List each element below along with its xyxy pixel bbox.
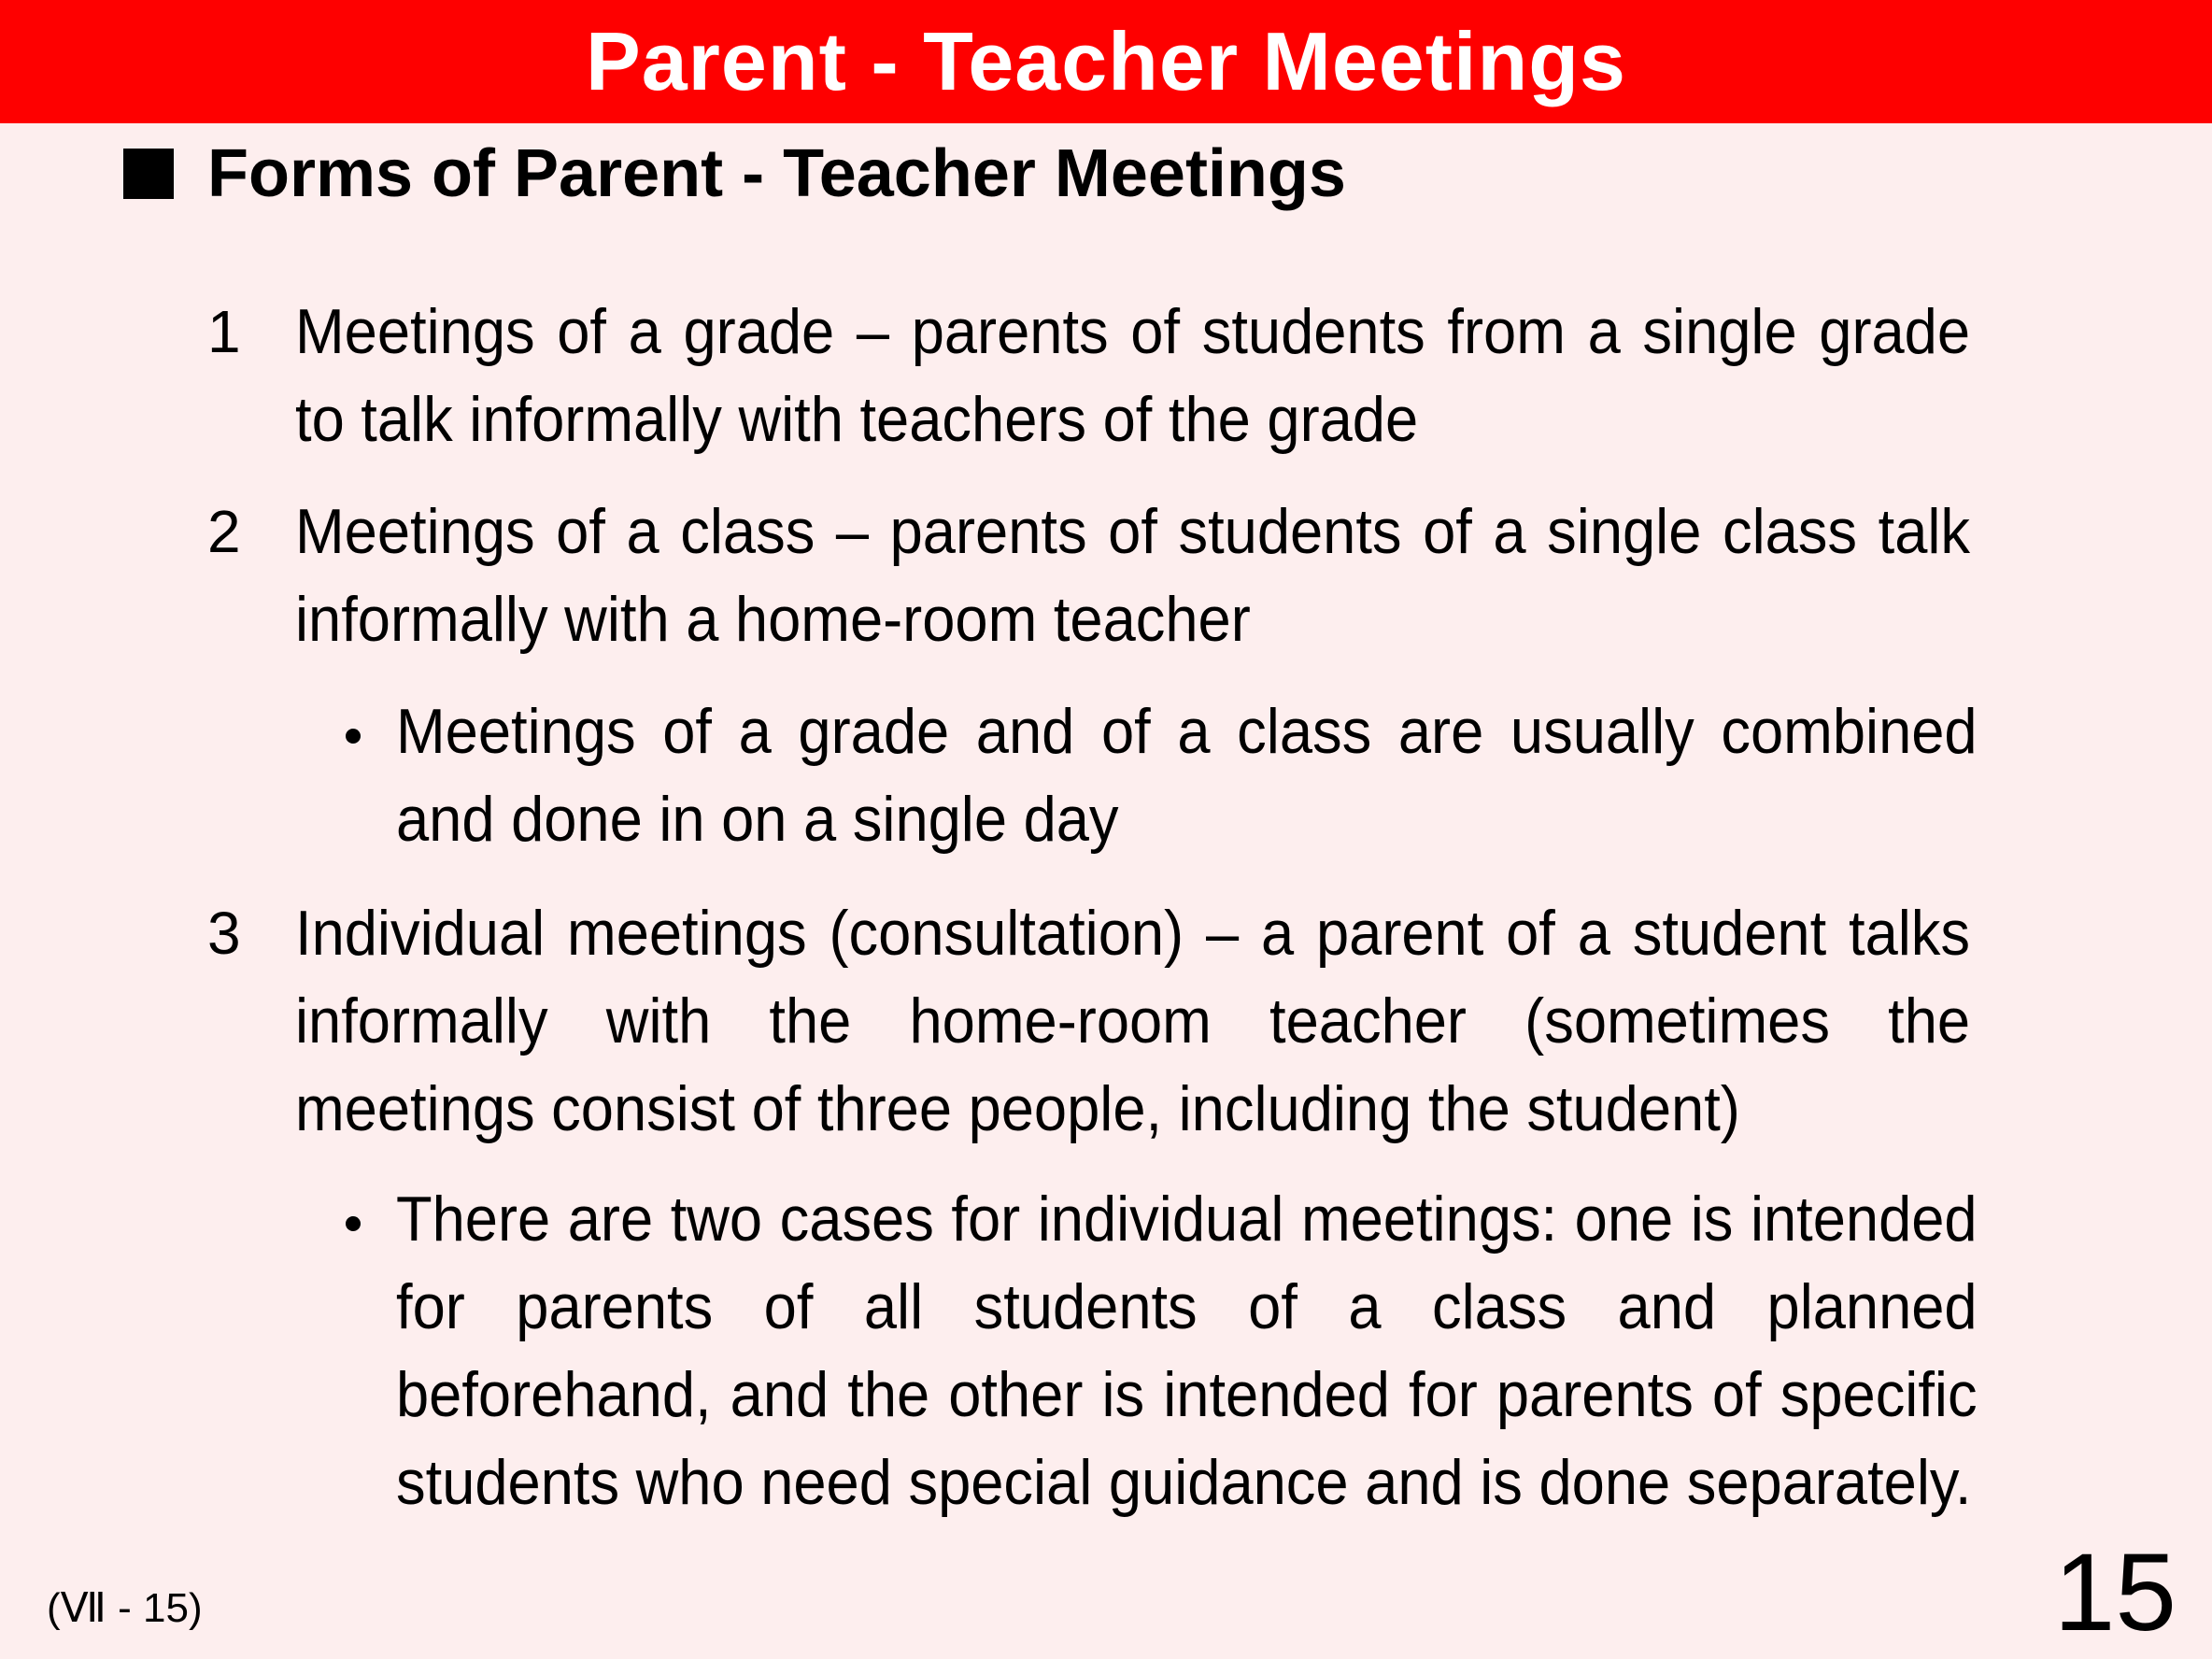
list-item-text: Meetings of a grade – parents of students from a single grade to talk informally with teachers of the grade xyxy=(295,296,1971,455)
list-item-text: Meetings of a class – parents of students of a single class talk informally with a home-room teacher xyxy=(295,496,1971,655)
list-item-3 xyxy=(207,889,2096,1153)
bullet-dot-icon xyxy=(346,1175,396,1263)
list-item-number: 1 xyxy=(207,298,241,365)
list-item-1 xyxy=(207,288,2096,463)
sub-bullet-1 xyxy=(346,688,2096,863)
section-heading-text: Forms of Parent - Teacher Meetings xyxy=(207,136,1346,211)
sub-bullet-text: There are two cases for individual meetings: one is intended for parents of all students of a class and planned beforehand, and the other is intended for parents of specific students who need special guidance and is done separately. xyxy=(396,1184,1978,1518)
list-item-2 xyxy=(207,488,2096,663)
list-item-number: 2 xyxy=(207,498,241,565)
page-number: 15 xyxy=(2053,1531,2177,1654)
section-heading xyxy=(123,136,1346,211)
bullet-dot-icon xyxy=(346,688,396,775)
list-item-number: 3 xyxy=(207,900,241,967)
footer-reference: (Ⅶ - 15) xyxy=(47,1585,203,1631)
slide-title: Parent - Teacher Meetings xyxy=(586,15,1626,107)
square-bullet-icon xyxy=(123,149,174,199)
title-bar xyxy=(0,0,2212,123)
list-item-text: Individual meetings (consultation) – a parent of a student talks informally with the home-room teacher (sometimes the meetings consist of three people, including the student) xyxy=(295,898,1971,1144)
sub-bullet-text: Meetings of a grade and of a class are usually combined and done in on a single day xyxy=(396,696,1978,855)
sub-bullet-2 xyxy=(346,1175,2096,1526)
